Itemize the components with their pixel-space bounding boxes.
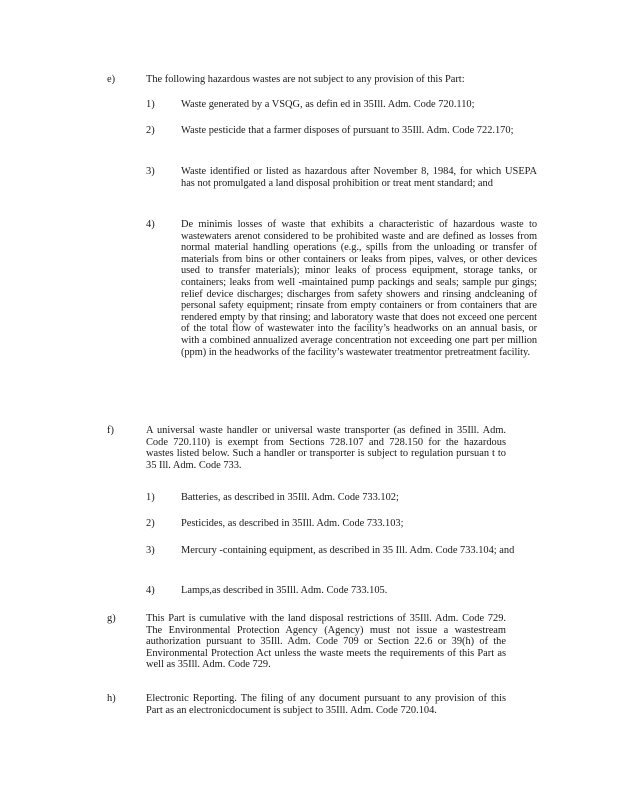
subsection-e-intro: The following hazardous wastes are not subject to any provision of this Part:: [146, 74, 465, 85]
item-number: 1): [146, 492, 155, 503]
subsection-h-text: Electronic Reporting. The filing of any document pursuant to any provision of this Part as an electronicdocument is subject to 35Ill. Adm. Code 720.104.: [146, 693, 506, 716]
item-number: 3): [146, 545, 155, 556]
item-text: Mercury -containing equipment, as described in 35 Ill. Adm. Code 733.104; and: [181, 545, 515, 556]
subsection-e-label: e): [107, 74, 116, 85]
item-text: Waste pesticide that a farmer disposes of pursuant to 35Ill. Adm. Code 722.170;: [181, 125, 514, 136]
item-text: Pesticides, as described in 35Ill. Adm. Code 733.103;: [181, 518, 404, 529]
item-number: 4): [146, 585, 155, 596]
subsection-g-label: g): [107, 613, 116, 624]
item-text: Lamps,as described in 35Ill. Adm. Code 733.105.: [181, 585, 388, 596]
item-text: De minimis losses of waste that exhibits a characteristic of hazardous waste to wastewaters arenot considered to be prohibited waste and are defined as losses from normal material handling operations (e.g., spills from the unloading or transfer of materials from bins or other containers or leaks from pipes, valves, or other devices used to transfer materials); minor leaks of process equipment, storage tanks, or containers; leaks from well -maintained pump packings and seals; sample pur gings; relief device discharges; discharges from safety showers and rinsing andcleaning of personal safety equipment; rinsate from empty containers or from containers that are rendered empty by that rinsing; and laboratory waste that does not exceed one percent of the total flow of wastewater into the facility’s headworks on an annual basis, or with a combined annualized average concentration not exceeding one part per million (ppm) in the headworks of the facility’s wastewater treatmentor pretreatment facility.: [181, 219, 537, 358]
subsection-h-label: h): [107, 693, 116, 704]
subsection-f-label: f): [107, 425, 114, 436]
item-text: Batteries, as described in 35Ill. Adm. Code 733.102;: [181, 492, 399, 503]
item-text: Waste identified or listed as hazardous after November 8, 1984, for which USEPA has not promulgated a land disposal prohibition or treat ment standard; and: [181, 166, 537, 189]
item-number: 2): [146, 518, 155, 529]
item-number: 2): [146, 125, 155, 136]
item-number: 3): [146, 166, 155, 177]
item-number: 4): [146, 219, 155, 230]
item-number: 1): [146, 99, 155, 110]
item-text: Waste generated by a VSQG, as defin ed in 35Ill. Adm. Code 720.110;: [181, 99, 475, 110]
subsection-g-text: This Part is cumulative with the land disposal restrictions of 35Ill. Adm. Code 729. The Environmental Protection Agency (Agency) must not issue a wastestream authorization pursuant to 35Ill. Adm. Code 709 or Section 22.6 or 39(h) of the Environmental Protection Act unless the waste meets the requirements of this Part as well as 35Ill. Adm. Code 729.: [146, 613, 506, 671]
subsection-f-intro: A universal waste handler or universal waste transporter (as defined in 35Ill. Adm. Code 720.110) is exempt from Sections 728.107 and 728.150 for the hazardous wastes listed below. Such a handler or transporter is subject to regulation pursuan t to 35 Ill. Adm. Code 733.: [146, 425, 506, 471]
